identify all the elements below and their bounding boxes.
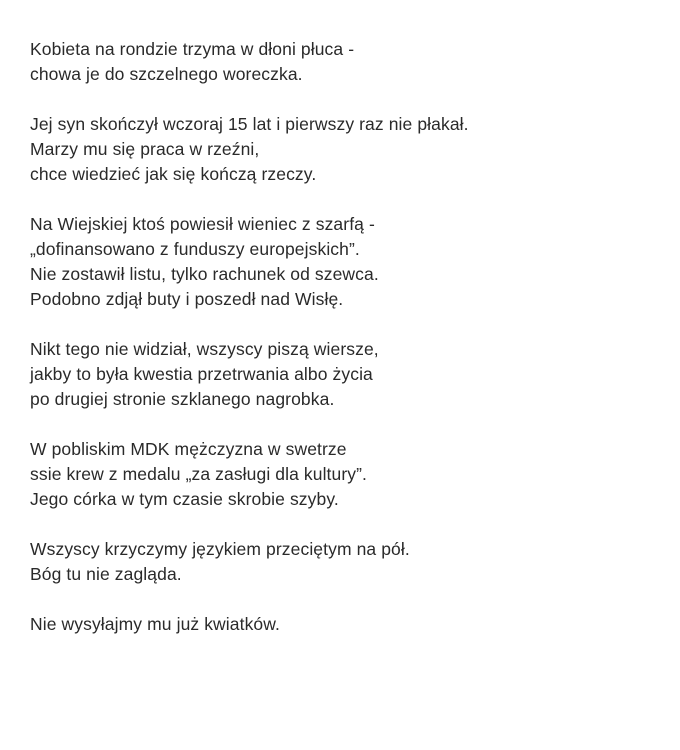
poem-line: Jej syn skończył wczoraj 15 lat i pierwszy raz nie płakał. — [30, 114, 469, 134]
poem-line: po drugiej stronie szklanego nagrobka. — [30, 389, 335, 409]
poem-line: Marzy mu się praca w rzeźni, — [30, 139, 260, 159]
poem-text — [30, 37, 660, 662]
stanza — [30, 437, 660, 512]
stanza — [30, 537, 660, 587]
poem-line: Nikt tego nie widział, wszyscy piszą wiersze, — [30, 339, 379, 359]
poem-line: Na Wiejskiej ktoś powiesił wieniec z szarfą - — [30, 214, 375, 234]
poem-line: chce wiedzieć jak się kończą rzeczy. — [30, 164, 317, 184]
stanza — [30, 337, 660, 412]
poem-line: W pobliskim MDK mężczyzna w swetrze — [30, 439, 347, 459]
stanza — [30, 112, 660, 187]
stanza — [30, 212, 660, 312]
poem-line: Nie zostawił listu, tylko rachunek od szewca. — [30, 264, 379, 284]
poem-line: „dofinansowano z funduszy europejskich”. — [30, 239, 360, 259]
poem-line: Bóg tu nie zagląda. — [30, 564, 182, 584]
stanza — [30, 612, 660, 637]
poem-line: Podobno zdjął buty i poszedł nad Wisłę. — [30, 289, 344, 309]
poem-line: Wszyscy krzyczymy językiem przeciętym na pół. — [30, 539, 410, 559]
stanza — [30, 37, 660, 87]
poem-line: chowa je do szczelnego woreczka. — [30, 64, 303, 84]
poem-line: Jego córka w tym czasie skrobie szyby. — [30, 489, 339, 509]
poem-line: jakby to była kwestia przetrwania albo życia — [30, 364, 373, 384]
poem-line: ssie krew z medalu „za zasługi dla kultury”. — [30, 464, 368, 484]
poem-line: Nie wysyłajmy mu już kwiatków. — [30, 614, 280, 634]
poem-line: Kobieta na rondzie trzyma w dłoni płuca - — [30, 39, 355, 59]
